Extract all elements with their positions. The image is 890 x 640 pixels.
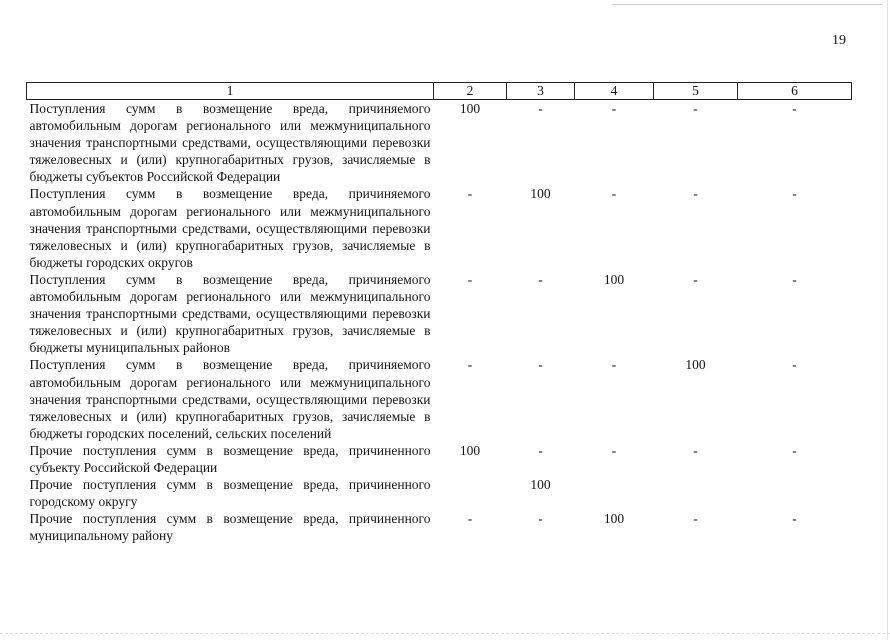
scan-artifact-bottom-edge [0,633,890,634]
row-value-col6: - [792,442,797,458]
row-value-col5: - [693,186,698,202]
table-row [27,510,852,544]
row-value-col6 [738,476,852,510]
table-row [27,476,852,510]
table-row [27,185,852,270]
row-value-col2: - [467,186,473,202]
row-value-col3: - [538,442,543,458]
table-header-row [27,83,852,100]
row-value-col4: - [611,442,617,458]
row-value-col5: 100 [685,357,706,373]
row-value-col3: - [538,101,543,116]
scan-artifact-right-edge [887,0,888,640]
row-value-col5: - [693,511,698,527]
row-value-col4: - [611,186,617,202]
row-value-col2: - [467,271,473,287]
row-value-col5: - [693,271,698,287]
row-value-col2: 100 [459,101,481,116]
row-value-col6: - [792,511,797,527]
table-row [27,271,852,356]
row-value-col2: - [467,357,473,373]
row-value-col6: - [792,101,797,116]
row-value-col5 [654,476,738,510]
row-description: Прочие поступления сумм в возмещение вреда, причиненного городскому округу [29,477,431,510]
row-value-col3: - [538,271,543,287]
revenue-distribution-table [26,82,852,544]
column-header-2: 2 [434,83,507,100]
row-value-col2: 100 [459,442,481,458]
row-description: Поступления сумм в возмещение вреда, причиняемого автомобильным дорогам регионального или межмуниципального значения транспортными средствами, осуществляющими перевозки тяжеловесных и (или) крупногабаритных грузов, зачисляемые в бюджеты субъектов Российской Федерации [29,101,431,185]
row-value-col2 [434,476,507,510]
table-row [27,100,852,186]
row-value-col6: - [792,357,797,373]
row-value-col5: - [693,101,698,116]
column-header-6: 6 [738,83,852,100]
column-header-3: 3 [507,83,575,100]
row-value-col6: - [792,271,797,287]
row-value-col3: - [538,357,543,373]
row-value-col3: 100 [530,186,551,202]
row-value-col4: 100 [603,271,625,287]
row-value-col4: - [611,101,617,116]
row-description: Поступления сумм в возмещение вреда, причиняемого автомобильным дорогам регионального или межмуниципального значения транспортными средствами, осуществляющими перевозки тяжеловесных и (или) крупногабаритных грузов, зачисляемые в бюджеты муниципальных районов [29,271,431,356]
row-description: Прочие поступления сумм в возмещение вреда, причиненного субъекту Российской Федерации [29,442,431,475]
row-value-col5: - [693,442,698,458]
row-value-col6: - [792,186,797,202]
row-description: Поступления сумм в возмещение вреда, причиняемого автомобильным дорогам регионального или межмуниципального значения транспортными средствами, осуществляющими перевозки тяжеловесных и (или) крупногабаритных грузов, зачисляемые в бюджеты городских поселений, сельских поселений [29,357,431,441]
table-row [27,356,852,441]
column-header-4: 4 [575,83,654,100]
row-value-col4 [575,476,654,510]
row-value-col4: 100 [603,511,625,527]
row-value-col3: - [538,511,543,527]
row-description: Прочие поступления сумм в возмещение вреда, причиненного муниципальному району [29,511,431,544]
row-description: Поступления сумм в возмещение вреда, причиняемого автомобильным дорогам регионального или межмуниципального значения транспортными средствами, осуществляющими перевозки тяжеловесных и (или) крупногабаритных грузов, зачисляемые в бюджеты городских округов [29,186,431,270]
column-header-5: 5 [654,83,738,100]
row-value-col4: - [611,357,617,373]
scan-artifact-top-line [612,4,882,5]
row-value-col3: 100 [530,477,551,493]
table-row [27,442,852,476]
page-number: 19 [832,33,846,48]
column-header-1: 1 [27,83,434,100]
row-value-col2: - [467,511,473,527]
